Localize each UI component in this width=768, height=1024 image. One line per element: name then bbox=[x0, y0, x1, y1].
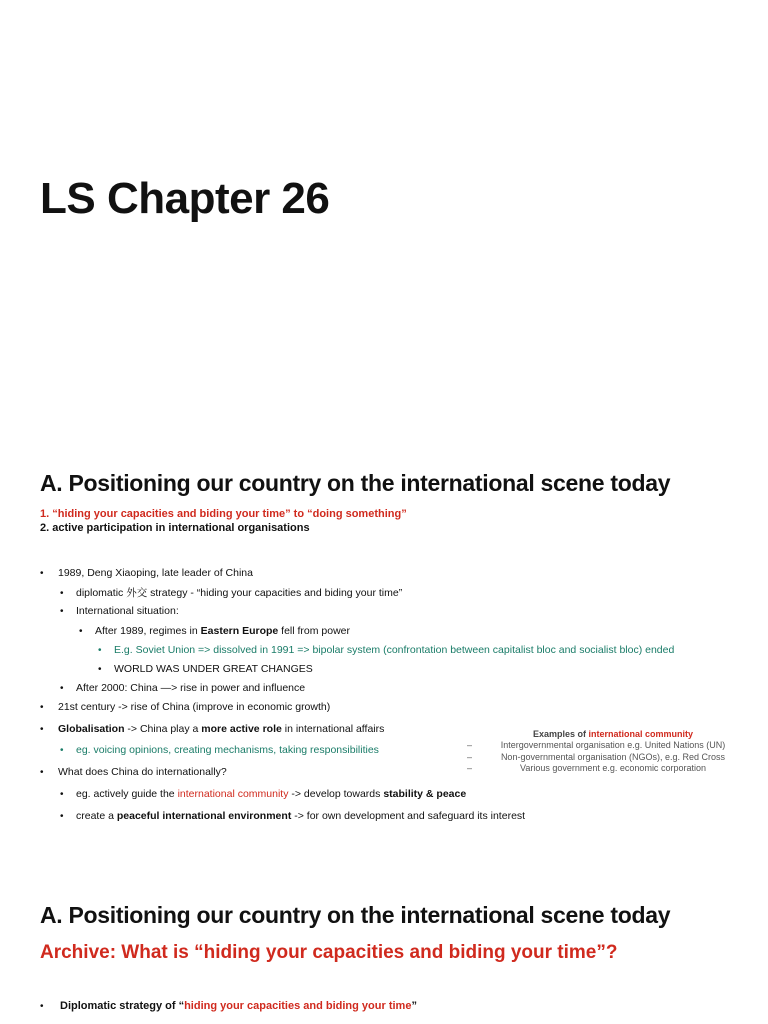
example-item: – Intergovernmental organisation e.g. United Nations (UN) bbox=[467, 740, 726, 750]
bullet-icon: • bbox=[60, 811, 64, 822]
numbered-item-1: 1. “hiding your capacities and biding your time” to “doing something” bbox=[40, 508, 407, 520]
bullet-icon: • bbox=[60, 789, 64, 800]
bullet-text: After 1989, regimes in Eastern Europe fell from power bbox=[95, 625, 351, 637]
section-subheading: Archive: What is “hiding your capacities and biding your time”? bbox=[40, 942, 618, 963]
bullet-icon: • bbox=[60, 745, 64, 756]
bullet-text: 21st century -> rise of China (improve in economic growth) bbox=[58, 701, 331, 713]
example-item: – Various government e.g. economic corporation bbox=[467, 763, 706, 773]
bullet-icon: • bbox=[40, 702, 44, 713]
bullet-text: create a peaceful international environment -> for own development and safeguard its interest bbox=[76, 810, 526, 822]
section-heading: A. Positioning our country on the international scene today bbox=[40, 470, 671, 496]
bullet-text: Diplomatic strategy of “hiding your capacities and biding your time” bbox=[60, 1000, 417, 1012]
bullet-text: Globalisation -> China play a more active role in international affairs bbox=[58, 723, 385, 735]
numbered-item-2: 2. active participation in international organisations bbox=[40, 522, 310, 534]
bullet-text: 1989, Deng Xiaoping, late leader of China bbox=[58, 567, 253, 579]
dash-icon: – bbox=[467, 740, 473, 750]
bullet-icon: • bbox=[60, 606, 64, 617]
bullet-text: E.g. Soviet Union => dissolved in 1991 => bipolar system (confrontation between capitalist bloc and socialist bloc) ended bbox=[114, 644, 675, 656]
examples-box bbox=[463, 728, 763, 775]
bullet-icon: • bbox=[40, 767, 44, 778]
example-item: – Non-governmental organisation (NGOs), e.g. Red Cross bbox=[467, 751, 726, 762]
page-title: LS Chapter 26 bbox=[40, 174, 330, 223]
bullet-icon: • bbox=[98, 664, 102, 675]
bullet-icon: • bbox=[40, 568, 44, 579]
bullet-icon: • bbox=[79, 626, 83, 637]
bullet-text: After 2000: China —> rise in power and influence bbox=[76, 682, 306, 694]
bullet-icon: • bbox=[98, 645, 102, 656]
bullet-icon: • bbox=[40, 1001, 44, 1012]
bullet-text: eg. voicing opinions, creating mechanisms, taking responsibilities bbox=[76, 744, 379, 756]
bullet-icon: • bbox=[40, 724, 44, 735]
examples-heading: Examples of international community bbox=[532, 729, 694, 739]
bullet-text: International situation: bbox=[76, 605, 179, 617]
bullet-icon: • bbox=[60, 588, 64, 599]
bullet-text: WORLD WAS UNDER GREAT CHANGES bbox=[114, 663, 313, 675]
dash-icon: – bbox=[467, 763, 473, 773]
bullet-icon: • bbox=[60, 683, 64, 694]
dash-icon: – bbox=[467, 751, 473, 762]
section-heading: A. Positioning our country on the international scene today bbox=[40, 902, 671, 928]
bullet-text: eg. actively guide the international community -> develop towards stability & peace bbox=[76, 788, 467, 800]
bullet-text: diplomatic 外交 strategy - “hiding your capacities and biding your time” bbox=[76, 587, 403, 599]
bullet-text: What does China do internationally? bbox=[58, 766, 227, 778]
